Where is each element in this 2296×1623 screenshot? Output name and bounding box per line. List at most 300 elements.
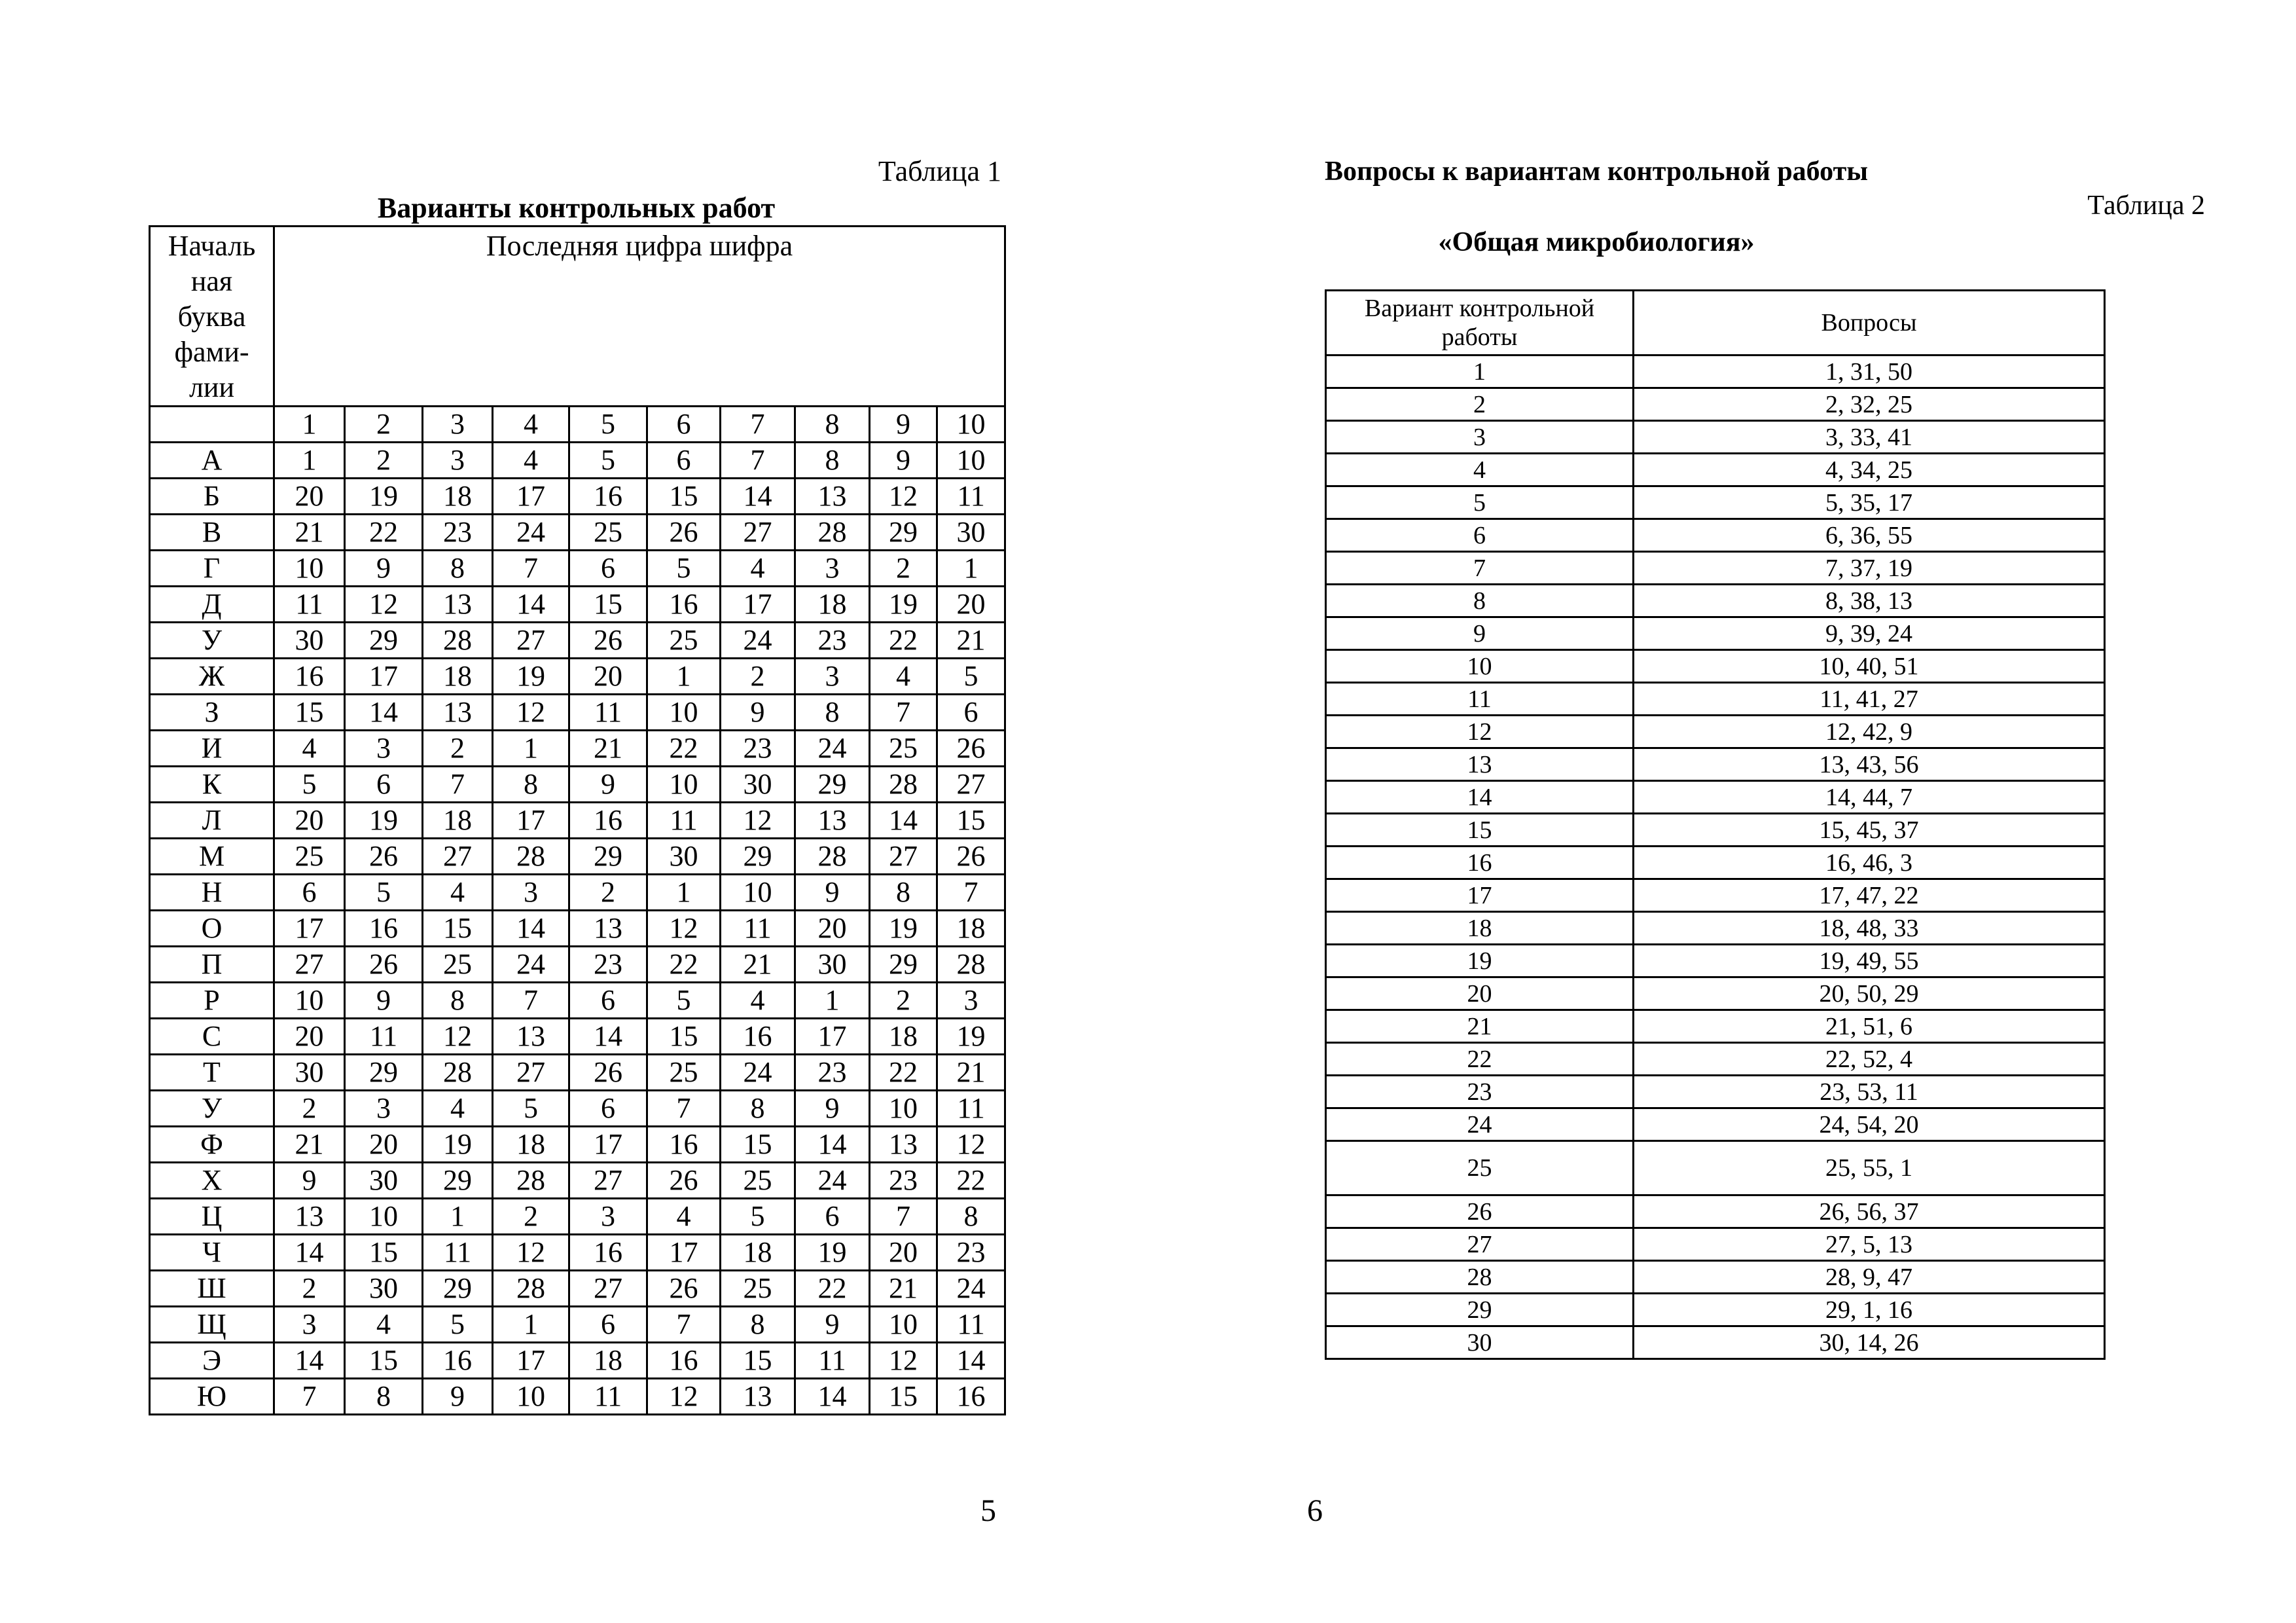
letter-cell: Г: [150, 551, 274, 587]
variant-number-cell: 22: [1326, 1043, 1634, 1076]
variant-cell: 15: [569, 587, 647, 623]
variant-cell: 8: [423, 551, 493, 587]
variant-cell: 25: [423, 947, 493, 983]
variant-number-cell: 23: [1326, 1076, 1634, 1108]
variant-cell: 9: [795, 1307, 870, 1343]
variant-cell: 5: [345, 875, 423, 911]
variant-cell: 21: [569, 731, 647, 767]
questions-table: [1325, 289, 2106, 1360]
letter-cell: П: [150, 947, 274, 983]
variant-cell: 28: [493, 1163, 569, 1199]
variant-cell: 12: [870, 1343, 937, 1379]
letter-cell: У: [150, 1091, 274, 1127]
variant-cell: 5: [493, 1091, 569, 1127]
variant-cell: 4: [423, 1091, 493, 1127]
variant-number-cell: 12: [1326, 716, 1634, 748]
header-first-letter-line: буква: [177, 301, 246, 333]
variant-cell: 30: [647, 839, 721, 875]
variant-cell: 4: [345, 1307, 423, 1343]
variant-cell: 5: [647, 983, 721, 1019]
questions-cell: 11, 41, 27: [1634, 683, 2105, 716]
variant-cell: 12: [493, 1235, 569, 1271]
letter-cell: И: [150, 731, 274, 767]
variant-cell: 6: [647, 443, 721, 479]
variant-cell: 26: [937, 839, 1005, 875]
variant-cell: 7: [721, 443, 795, 479]
questions-cell: 13, 43, 56: [1634, 748, 2105, 781]
variant-cell: 5: [423, 1307, 493, 1343]
table-row: [1326, 617, 2105, 650]
variant-cell: 10: [870, 1091, 937, 1127]
table-row: [1326, 912, 2105, 945]
variant-cell: 6: [937, 695, 1005, 731]
table-row: [150, 1199, 1005, 1235]
variant-cell: 18: [423, 659, 493, 695]
variant-cell: 5: [937, 659, 1005, 695]
digit-header-cell: 8: [795, 407, 870, 443]
variant-cell: 16: [569, 479, 647, 515]
variant-cell: 22: [647, 947, 721, 983]
variant-cell: 3: [345, 731, 423, 767]
variant-cell: 25: [647, 623, 721, 659]
letter-cell: Х: [150, 1163, 274, 1199]
table-row: [150, 623, 1005, 659]
variant-cell: 9: [423, 1379, 493, 1415]
variant-cell: 2: [423, 731, 493, 767]
variant-cell: 18: [493, 1127, 569, 1163]
variant-cell: 25: [870, 731, 937, 767]
questions-cell: 4, 34, 25: [1634, 454, 2105, 486]
questions-cell: 19, 49, 55: [1634, 945, 2105, 977]
variant-cell: 18: [721, 1235, 795, 1271]
variant-cell: 22: [647, 731, 721, 767]
table1-caption: Таблица 1: [878, 155, 1001, 187]
table1-title: Варианты контрольных работ: [377, 192, 776, 224]
variant-cell: 7: [870, 1199, 937, 1235]
variant-cell: 6: [795, 1199, 870, 1235]
questions-cell: 18, 48, 33: [1634, 912, 2105, 945]
variant-cell: 27: [870, 839, 937, 875]
variant-number-cell: 1: [1326, 356, 1634, 388]
variant-cell: 8: [493, 767, 569, 803]
questions-cell: 27, 5, 13: [1634, 1228, 2105, 1261]
variant-cell: 20: [274, 1019, 345, 1055]
variant-cell: 15: [423, 911, 493, 947]
variant-cell: 1: [274, 443, 345, 479]
variant-cell: 20: [870, 1235, 937, 1271]
variant-cell: 8: [937, 1199, 1005, 1235]
variant-cell: 18: [423, 803, 493, 839]
blank-cell: [150, 407, 274, 443]
variant-cell: 24: [721, 623, 795, 659]
letter-cell: О: [150, 911, 274, 947]
variant-cell: 5: [647, 551, 721, 587]
variant-cell: 26: [569, 1055, 647, 1091]
variant-cell: 1: [647, 875, 721, 911]
variant-cell: 7: [647, 1307, 721, 1343]
header-first-letter-line: фами-: [174, 336, 249, 368]
variant-cell: 15: [721, 1127, 795, 1163]
variant-cell: 30: [274, 623, 345, 659]
variant-number-cell: 17: [1326, 879, 1634, 912]
letter-cell: Ф: [150, 1127, 274, 1163]
variant-cell: 5: [569, 443, 647, 479]
variant-cell: 13: [423, 587, 493, 623]
variant-cell: 14: [721, 479, 795, 515]
variant-cell: 8: [721, 1307, 795, 1343]
variant-cell: 17: [569, 1127, 647, 1163]
variant-cell: 29: [870, 515, 937, 551]
table-row: [1326, 716, 2105, 748]
variant-cell: 30: [345, 1163, 423, 1199]
digit-header-cell: 7: [721, 407, 795, 443]
variant-cell: 17: [493, 1343, 569, 1379]
questions-cell: 29, 1, 16: [1634, 1294, 2105, 1326]
variant-cell: 18: [423, 479, 493, 515]
variant-cell: 2: [721, 659, 795, 695]
variant-cell: 19: [870, 587, 937, 623]
variant-number-cell: 7: [1326, 552, 1634, 585]
variant-cell: 30: [274, 1055, 345, 1091]
table-row: [150, 1091, 1005, 1127]
letter-cell: М: [150, 839, 274, 875]
table-row: [150, 1163, 1005, 1199]
questions-cell: 30, 14, 26: [1634, 1326, 2105, 1359]
variant-cell: 9: [795, 875, 870, 911]
variant-cell: 27: [274, 947, 345, 983]
table-row: [150, 875, 1005, 911]
variant-cell: 27: [937, 767, 1005, 803]
variant-cell: 10: [937, 443, 1005, 479]
table-row: [1326, 781, 2105, 814]
letter-cell: Ч: [150, 1235, 274, 1271]
questions-cell: 22, 52, 4: [1634, 1043, 2105, 1076]
questions-cell: 10, 40, 51: [1634, 650, 2105, 683]
variant-cell: 7: [493, 983, 569, 1019]
variant-cell: 12: [721, 803, 795, 839]
variant-cell: 15: [274, 695, 345, 731]
letter-cell: В: [150, 515, 274, 551]
page-right: [1148, 0, 2296, 1623]
variant-cell: 8: [721, 1091, 795, 1127]
table-row: [150, 551, 1005, 587]
variant-cell: 21: [937, 1055, 1005, 1091]
variant-cell: 16: [345, 911, 423, 947]
variant-cell: 11: [937, 479, 1005, 515]
variant-cell: 28: [493, 839, 569, 875]
variants-table: [149, 225, 1006, 1415]
variant-cell: 16: [647, 1343, 721, 1379]
table-row: [150, 1343, 1005, 1379]
variant-cell: 16: [721, 1019, 795, 1055]
variant-cell: 11: [937, 1307, 1005, 1343]
variant-cell: 21: [721, 947, 795, 983]
variant-number-cell: 25: [1326, 1141, 1634, 1195]
variant-number-cell: 5: [1326, 486, 1634, 519]
variant-cell: 23: [937, 1235, 1005, 1271]
letter-cell: Т: [150, 1055, 274, 1091]
variant-cell: 11: [647, 803, 721, 839]
variant-cell: 7: [274, 1379, 345, 1415]
variant-number-cell: 20: [1326, 977, 1634, 1010]
variant-cell: 19: [345, 803, 423, 839]
variant-number-cell: 24: [1326, 1108, 1634, 1141]
variant-cell: 18: [870, 1019, 937, 1055]
variant-cell: 14: [493, 587, 569, 623]
questions-cell: 24, 54, 20: [1634, 1108, 2105, 1141]
variant-cell: 14: [937, 1343, 1005, 1379]
variant-cell: 28: [795, 515, 870, 551]
variant-cell: 14: [870, 803, 937, 839]
variant-cell: 15: [870, 1379, 937, 1415]
variant-cell: 13: [721, 1379, 795, 1415]
questions-cell: 21, 51, 6: [1634, 1010, 2105, 1043]
variant-number-cell: 28: [1326, 1261, 1634, 1294]
variant-cell: 9: [795, 1091, 870, 1127]
variant-cell: 20: [274, 479, 345, 515]
variant-cell: 28: [493, 1271, 569, 1307]
variant-cell: 6: [345, 767, 423, 803]
table-row: [150, 443, 1005, 479]
variant-cell: 4: [493, 443, 569, 479]
variant-cell: 21: [274, 515, 345, 551]
digit-header-cell: 9: [870, 407, 937, 443]
variant-cell: 12: [493, 695, 569, 731]
variant-number-cell: 13: [1326, 748, 1634, 781]
table-row: [1326, 1294, 2105, 1326]
table-row: [1326, 552, 2105, 585]
variant-cell: 9: [274, 1163, 345, 1199]
header-last-digit: Последняя цифра шифра: [274, 227, 1005, 407]
variant-cell: 25: [569, 515, 647, 551]
table1-digit-row: [150, 407, 1005, 443]
table-row: [150, 1127, 1005, 1163]
variant-cell: 17: [493, 479, 569, 515]
letter-cell: Р: [150, 983, 274, 1019]
variant-number-cell: 14: [1326, 781, 1634, 814]
variant-cell: 17: [274, 911, 345, 947]
letter-cell: Н: [150, 875, 274, 911]
variant-cell: 29: [795, 767, 870, 803]
variant-cell: 13: [795, 803, 870, 839]
variant-cell: 9: [345, 551, 423, 587]
variant-cell: 5: [274, 767, 345, 803]
variant-cell: 18: [795, 587, 870, 623]
variant-cell: 25: [721, 1271, 795, 1307]
variant-cell: 11: [569, 1379, 647, 1415]
variant-cell: 13: [423, 695, 493, 731]
variant-number-cell: 18: [1326, 912, 1634, 945]
variant-cell: 21: [870, 1271, 937, 1307]
table2-caption: Таблица 2: [2087, 191, 2205, 221]
variant-cell: 14: [274, 1235, 345, 1271]
page-number-left: 5: [980, 1493, 996, 1528]
table-row: [150, 587, 1005, 623]
table-row: [150, 1055, 1005, 1091]
table-row: [1326, 1261, 2105, 1294]
variant-cell: 13: [870, 1127, 937, 1163]
variant-cell: 22: [870, 623, 937, 659]
variant-cell: 29: [423, 1163, 493, 1199]
letter-cell: Д: [150, 587, 274, 623]
variant-cell: 2: [870, 983, 937, 1019]
table-row: [1326, 421, 2105, 454]
questions-cell: 17, 47, 22: [1634, 879, 2105, 912]
variant-cell: 13: [569, 911, 647, 947]
variant-cell: 14: [345, 695, 423, 731]
variant-cell: 27: [493, 1055, 569, 1091]
variant-number-cell: 19: [1326, 945, 1634, 977]
variant-cell: 11: [937, 1091, 1005, 1127]
table-row: [1326, 1076, 2105, 1108]
variant-cell: 7: [423, 767, 493, 803]
variant-cell: 30: [937, 515, 1005, 551]
table-row: [150, 803, 1005, 839]
page-number-right: 6: [1307, 1493, 1323, 1528]
variant-cell: 2: [493, 1199, 569, 1235]
variant-cell: 8: [795, 443, 870, 479]
variant-cell: 21: [937, 623, 1005, 659]
table-row: [1326, 1010, 2105, 1043]
variant-cell: 12: [423, 1019, 493, 1055]
table-row: [1326, 748, 2105, 781]
table-row: [150, 947, 1005, 983]
variant-cell: 14: [274, 1343, 345, 1379]
variant-cell: 15: [647, 479, 721, 515]
variant-cell: 5: [721, 1199, 795, 1235]
table-row: [150, 731, 1005, 767]
variant-cell: 16: [423, 1343, 493, 1379]
questions-cell: 2, 32, 25: [1634, 388, 2105, 421]
variant-cell: 19: [345, 479, 423, 515]
variant-cell: 1: [423, 1199, 493, 1235]
variant-cell: 19: [493, 659, 569, 695]
table1-header-row: [150, 227, 1005, 407]
header-variant: Вариант контрольной работы: [1326, 291, 1634, 356]
questions-cell: 8, 38, 13: [1634, 585, 2105, 617]
table-row: [1326, 454, 2105, 486]
variant-number-cell: 6: [1326, 519, 1634, 552]
letter-cell: Ш: [150, 1271, 274, 1307]
variant-cell: 29: [870, 947, 937, 983]
variant-number-cell: 9: [1326, 617, 1634, 650]
variant-cell: 1: [647, 659, 721, 695]
variant-cell: 14: [795, 1379, 870, 1415]
table-row: [150, 1379, 1005, 1415]
variant-cell: 23: [795, 1055, 870, 1091]
letter-cell: Б: [150, 479, 274, 515]
variant-cell: 9: [569, 767, 647, 803]
variant-cell: 6: [569, 551, 647, 587]
variant-cell: 28: [870, 767, 937, 803]
variant-cell: 30: [795, 947, 870, 983]
variant-cell: 6: [569, 983, 647, 1019]
variant-cell: 3: [795, 551, 870, 587]
variant-cell: 19: [423, 1127, 493, 1163]
digit-header-cell: 4: [493, 407, 569, 443]
table-row: [150, 659, 1005, 695]
variant-cell: 16: [569, 803, 647, 839]
table-row: [1326, 814, 2105, 847]
questions-cell: 3, 33, 41: [1634, 421, 2105, 454]
variant-cell: 15: [937, 803, 1005, 839]
variant-cell: 23: [569, 947, 647, 983]
table-row: [1326, 1108, 2105, 1141]
variant-cell: 3: [345, 1091, 423, 1127]
variant-cell: 3: [937, 983, 1005, 1019]
variant-cell: 13: [795, 479, 870, 515]
variant-cell: 2: [274, 1271, 345, 1307]
variant-cell: 8: [870, 875, 937, 911]
digit-header-cell: 6: [647, 407, 721, 443]
variant-cell: 30: [345, 1271, 423, 1307]
table-row: [1326, 1195, 2105, 1228]
header-questions: Вопросы: [1634, 291, 2105, 356]
variant-cell: 20: [795, 911, 870, 947]
variant-cell: 27: [493, 623, 569, 659]
variant-cell: 3: [274, 1307, 345, 1343]
variant-cell: 7: [493, 551, 569, 587]
questions-cell: 7, 37, 19: [1634, 552, 2105, 585]
table-row: [150, 767, 1005, 803]
variant-cell: 19: [870, 911, 937, 947]
letter-cell: Л: [150, 803, 274, 839]
variant-cell: 27: [569, 1163, 647, 1199]
variant-cell: 12: [937, 1127, 1005, 1163]
variant-cell: 29: [423, 1271, 493, 1307]
variant-number-cell: 2: [1326, 388, 1634, 421]
variant-cell: 28: [423, 623, 493, 659]
variant-cell: 21: [274, 1127, 345, 1163]
variant-cell: 15: [345, 1343, 423, 1379]
variant-cell: 10: [493, 1379, 569, 1415]
variant-cell: 9: [870, 443, 937, 479]
variant-cell: 11: [274, 587, 345, 623]
variant-cell: 10: [274, 551, 345, 587]
variant-cell: 24: [721, 1055, 795, 1091]
variant-cell: 2: [569, 875, 647, 911]
variant-cell: 19: [795, 1235, 870, 1271]
variant-cell: 28: [795, 839, 870, 875]
variant-cell: 3: [493, 875, 569, 911]
digit-header-cell: 3: [423, 407, 493, 443]
table-row: [1326, 585, 2105, 617]
variant-cell: 17: [721, 587, 795, 623]
variant-cell: 13: [274, 1199, 345, 1235]
variant-number-cell: 8: [1326, 585, 1634, 617]
questions-cell: 26, 56, 37: [1634, 1195, 2105, 1228]
variant-cell: 18: [937, 911, 1005, 947]
variant-cell: 6: [274, 875, 345, 911]
letter-cell: Щ: [150, 1307, 274, 1343]
variant-cell: 27: [569, 1271, 647, 1307]
variant-cell: 4: [647, 1199, 721, 1235]
variant-cell: 26: [647, 1163, 721, 1199]
table-row: [1326, 650, 2105, 683]
questions-cell: 15, 45, 37: [1634, 814, 2105, 847]
variant-cell: 17: [795, 1019, 870, 1055]
variant-cell: 24: [795, 731, 870, 767]
questions-cell: 1, 31, 50: [1634, 356, 2105, 388]
variant-cell: 29: [345, 623, 423, 659]
variant-cell: 16: [937, 1379, 1005, 1415]
variant-cell: 1: [493, 731, 569, 767]
table-row: [150, 839, 1005, 875]
variant-number-cell: 4: [1326, 454, 1634, 486]
table-row: [1326, 1043, 2105, 1076]
variant-cell: 2: [274, 1091, 345, 1127]
variant-cell: 15: [345, 1235, 423, 1271]
